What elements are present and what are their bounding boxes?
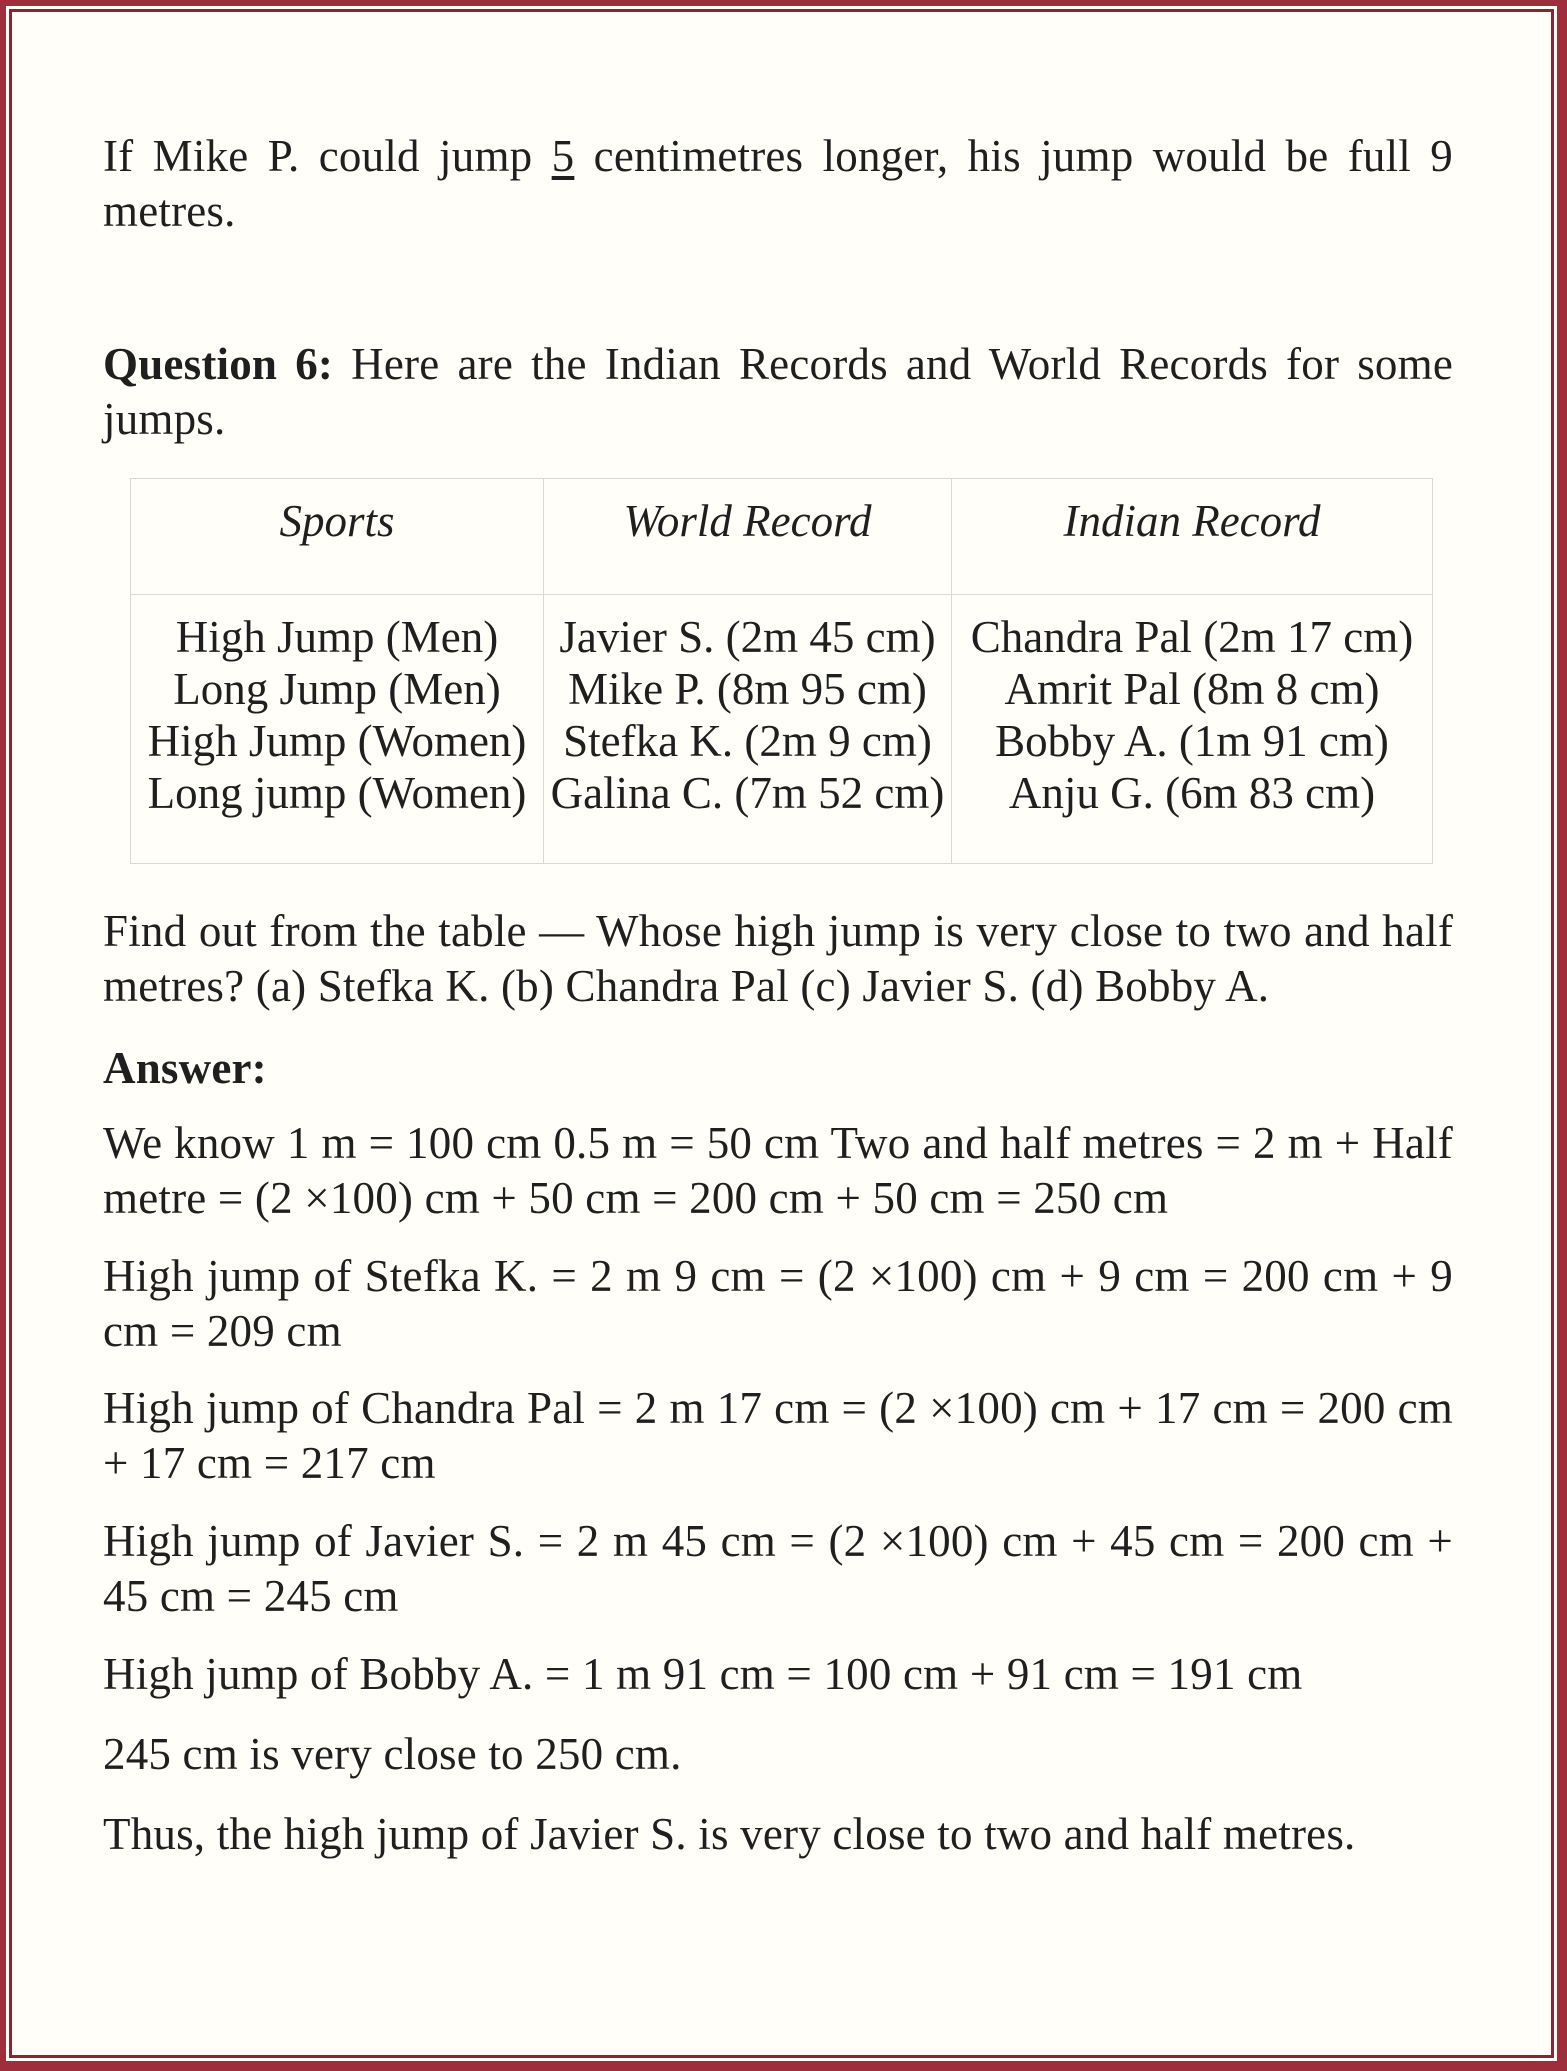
intro-text-after: centimetres longer, his jump would be full 9 metres.	[103, 131, 1453, 236]
cell-world-record: Javier S. (2m 45 cm)	[544, 595, 952, 664]
conclusion-statement: Thus, the high jump of Javier S. is very close to two and half metres.	[103, 1809, 1356, 1859]
bobby-calculation: High jump of Bobby A. = 1 m 91 cm = 100 cm + 91 cm = 191 cm	[103, 1649, 1303, 1699]
intro-underlined-number: 5	[551, 131, 575, 181]
cell-indian-record: Chandra Pal (2m 17 cm)	[952, 595, 1433, 664]
table-row	[131, 767, 1433, 864]
javier-calculation: High jump of Javier S. = 2 m 45 cm = (2 ×100) cm + 45 cm = 200 cm + 45 cm = 245 cm	[103, 1516, 1453, 1621]
inner-border-frame	[9, 9, 1554, 2058]
cell-sport: High Jump (Men)	[131, 595, 544, 664]
find-out-paragraph: Find out from the table — Whose high jump is very close to two and half metres? (a) Stefka K. (b) Chandra Pal (c) Javier S. (d) Bobby A.	[103, 906, 1453, 1011]
intro-text-before: If Mike P. could jump	[103, 131, 552, 181]
header-world-record: World Record	[544, 479, 952, 595]
question-label: Question 6:	[103, 339, 334, 389]
header-sports: Sports	[131, 479, 544, 595]
intro-paragraph	[103, 129, 1453, 239]
cell-world-record: Stefka K. (2m 9 cm)	[544, 715, 952, 767]
records-table	[130, 478, 1433, 864]
question-text: Here are the Indian Records and World Records for some jumps.	[103, 339, 1453, 444]
cell-sport: Long jump (Women)	[131, 767, 544, 864]
cell-indian-record: Bobby A. (1m 91 cm)	[952, 715, 1433, 767]
header-indian-record: Indian Record	[952, 479, 1433, 595]
cell-indian-record: Anju G. (6m 83 cm)	[952, 767, 1433, 864]
question-paragraph	[103, 337, 1453, 447]
cell-world-record: Galina C. (7m 52 cm)	[544, 767, 952, 864]
table-row	[131, 663, 1433, 715]
cell-indian-record: Amrit Pal (8m 8 cm)	[952, 663, 1433, 715]
answer-label: Answer:	[103, 1043, 267, 1093]
stefka-calculation: High jump of Stefka K. = 2 m 9 cm = (2 ×100) cm + 9 cm = 200 cm + 9 cm = 209 cm	[103, 1251, 1453, 1356]
cell-sport: High Jump (Women)	[131, 715, 544, 767]
chandra-calculation: High jump of Chandra Pal = 2 m 17 cm = (2 ×100) cm + 17 cm = 200 cm + 17 cm = 217 cm	[103, 1383, 1453, 1488]
cell-sport: Long Jump (Men)	[131, 663, 544, 715]
table-row	[131, 595, 1433, 664]
table-header-row	[131, 479, 1433, 595]
table-row	[131, 715, 1433, 767]
cell-world-record: Mike P. (8m 95 cm)	[544, 663, 952, 715]
close-statement: 245 cm is very close to 250 cm.	[103, 1729, 682, 1779]
paper-sheet	[6, 6, 1557, 2061]
we-know-paragraph: We know 1 m = 100 cm 0.5 m = 50 cm Two and half metres = 2 m + Half metre = (2 ×100) cm + 50 cm = 200 cm + 50 cm = 250 cm	[103, 1118, 1453, 1223]
